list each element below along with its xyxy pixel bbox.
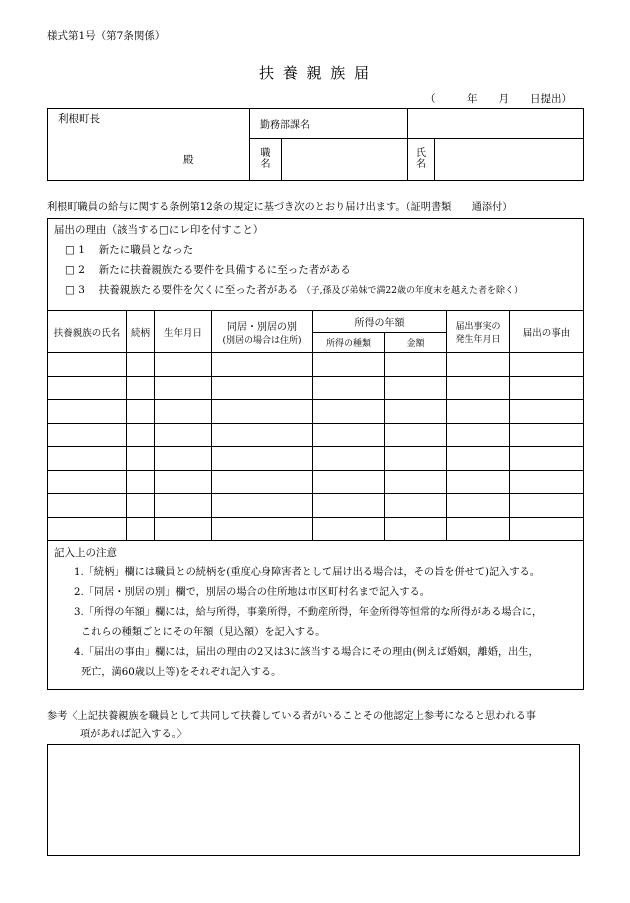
option-text-1: 新たに職員となった (98, 244, 194, 256)
dependents-table (47, 310, 584, 541)
table-cell[interactable] (127, 494, 155, 518)
notes-section (47, 540, 584, 690)
table-cell[interactable] (313, 494, 385, 518)
col-residence-line2: (別居の場合は住所) (222, 335, 302, 346)
checkbox-3[interactable]: □ (65, 284, 75, 296)
table-row (48, 353, 584, 377)
table-cell[interactable] (447, 447, 510, 471)
table-cell[interactable] (48, 353, 127, 377)
table-cell[interactable] (48, 470, 127, 494)
table-cell[interactable] (313, 353, 385, 377)
table-row (48, 494, 584, 518)
note-item-4: 4.「届出の事由」欄には，届出の理由の2又は3に該当する場合にその理由(例えば婚姻，離婚，出生， (74, 647, 539, 658)
reason-section (47, 218, 584, 310)
position-label: 職名 (250, 139, 282, 181)
table-cell[interactable] (127, 517, 155, 541)
table-cell[interactable] (212, 447, 313, 471)
table-cell[interactable] (447, 494, 510, 518)
table-cell[interactable] (447, 470, 510, 494)
col-income: 所得の年額 (313, 311, 447, 333)
table-cell[interactable] (127, 400, 155, 424)
table-cell[interactable] (48, 423, 127, 447)
col-event-date (447, 311, 510, 353)
col-reason: 届出の事由 (510, 311, 584, 353)
table-cell[interactable] (212, 494, 313, 518)
table-cell[interactable] (447, 517, 510, 541)
table-cell[interactable] (155, 423, 212, 447)
note-item-1: 1.「続柄」欄には職員との続柄を(重度心身障害者として届け出る場合は，その旨を併せて)記入する。 (74, 567, 540, 578)
table-cell[interactable] (155, 494, 212, 518)
table-cell[interactable] (212, 400, 313, 424)
remarks-line2: 項があれば記入する。〉 (80, 729, 187, 740)
table-cell[interactable] (313, 376, 385, 400)
page-title: 扶 養 親 族 届 (258, 64, 372, 82)
table-cell[interactable] (313, 447, 385, 471)
table-cell[interactable] (212, 517, 313, 541)
table-cell[interactable] (447, 423, 510, 447)
table-cell[interactable] (385, 353, 447, 377)
table-cell[interactable] (212, 376, 313, 400)
checkbox-1[interactable]: □ (65, 244, 75, 256)
reason-option-2[interactable] (65, 265, 351, 276)
table-cell[interactable] (510, 494, 584, 518)
table-cell[interactable] (155, 447, 212, 471)
table-cell[interactable] (127, 423, 155, 447)
table-cell[interactable] (155, 353, 212, 377)
table-cell[interactable] (212, 423, 313, 447)
table-cell[interactable] (212, 470, 313, 494)
table-cell[interactable] (510, 376, 584, 400)
col-income-type: 所得の種類 (313, 333, 385, 353)
table-cell[interactable] (313, 400, 385, 424)
col-event-date-line1: 届出事実の (455, 321, 501, 332)
table-cell[interactable] (127, 470, 155, 494)
addressee-cell (48, 109, 250, 181)
col-birth: 生年月日 (155, 311, 212, 353)
form-number: 様式第1号（第7条関係） (47, 30, 166, 42)
table-cell[interactable] (155, 376, 212, 400)
option-number-2: 2 (78, 264, 85, 276)
table-row (48, 447, 584, 471)
option-note-3: （子,孫及び弟妹で満22歳の年度末を越えた者を除く） (301, 286, 523, 296)
remarks-line1: 参考〈上記扶養親族を職員として共同して扶養している者がいることその他認定上参考になると思われる事 (47, 711, 536, 722)
table-cell[interactable] (385, 376, 447, 400)
col-name: 扶養親族の氏名 (48, 311, 127, 353)
table-cell[interactable] (48, 517, 127, 541)
position-field[interactable] (282, 139, 408, 181)
option-number-3: 3 (78, 284, 85, 296)
option-text-3: 扶養親族たる要件を欠くに至った者がある (98, 284, 299, 296)
table-cell[interactable] (385, 494, 447, 518)
table-cell[interactable] (385, 423, 447, 447)
checkbox-2[interactable]: □ (65, 264, 75, 276)
option-text-2: 新たに扶養親族たる要件を具備するに至った者がある (98, 264, 351, 276)
table-cell[interactable] (510, 470, 584, 494)
table-cell[interactable] (48, 494, 127, 518)
reason-option-1[interactable] (65, 245, 193, 256)
note-item-3: 3.「所得の年額」欄には，給与所得，事業所得，不動産所得，年金所得等恒常的な所得がある場合に， (74, 607, 543, 618)
table-cell[interactable] (447, 376, 510, 400)
option-number-1: 1 (78, 244, 85, 256)
submission-date: （ 年 月 日提出） (425, 93, 572, 105)
table-cell[interactable] (385, 517, 447, 541)
col-residence (212, 311, 313, 353)
name-label: 氏名 (408, 139, 435, 181)
statement: 利根町職員の給与に関する条例第12条の規定に基づき次のとおり届け出ます。（証明書類 通添付） (47, 202, 513, 213)
department-label: 勤務部課名 (250, 109, 408, 139)
table-cell[interactable] (313, 517, 385, 541)
table-cell[interactable] (127, 376, 155, 400)
table-cell[interactable] (155, 400, 212, 424)
table-cell[interactable] (48, 400, 127, 424)
table-cell[interactable] (510, 400, 584, 424)
table-cell[interactable] (510, 447, 584, 471)
header-table (47, 108, 584, 181)
note-item-3-cont: これらの種類ごとにその年額（見込額）を記入する。 (81, 627, 326, 638)
table-cell[interactable] (510, 517, 584, 541)
col-amount: 金額 (385, 333, 447, 353)
town-head: 利根町長 (58, 113, 100, 125)
table-cell[interactable] (313, 470, 385, 494)
table-cell[interactable] (155, 470, 212, 494)
table-cell[interactable] (155, 517, 212, 541)
note-item-2: 2.「同居・別居の別」欄で，別居の場合の住所地は市区町村名まで記入する。 (74, 587, 430, 598)
note-item-4-cont: 死亡，満60歳以上等)をそれぞれ記入する。 (81, 667, 282, 678)
reason-heading: 届出の理由（該当する□にレ印を付すこと） (54, 224, 264, 236)
table-cell[interactable] (510, 353, 584, 377)
table-cell[interactable] (313, 423, 385, 447)
table-row (48, 470, 584, 494)
notes-heading: 記入上の注意 (54, 547, 117, 559)
table-row (48, 423, 584, 447)
table-row (48, 376, 584, 400)
table-cell[interactable] (447, 400, 510, 424)
col-event-date-line2: 発生年月日 (455, 334, 501, 345)
name-field[interactable] (435, 139, 584, 181)
table-cell[interactable] (510, 423, 584, 447)
table-row (48, 400, 584, 424)
table-cell[interactable] (447, 353, 510, 377)
col-residence-line1: 同居・別居の別 (227, 321, 297, 333)
table-cell[interactable] (48, 376, 127, 400)
table-cell[interactable] (48, 447, 127, 471)
table-cell[interactable] (212, 353, 313, 377)
table-cell[interactable] (385, 400, 447, 424)
table-row (48, 517, 584, 541)
reason-option-3[interactable] (65, 285, 523, 296)
table-cell[interactable] (385, 470, 447, 494)
col-relation: 続柄 (127, 311, 155, 353)
department-field[interactable] (408, 109, 584, 139)
table-cell[interactable] (127, 447, 155, 471)
honorific: 殿 (183, 154, 194, 166)
remarks-box[interactable] (47, 744, 580, 856)
table-cell[interactable] (385, 447, 447, 471)
table-cell[interactable] (127, 353, 155, 377)
